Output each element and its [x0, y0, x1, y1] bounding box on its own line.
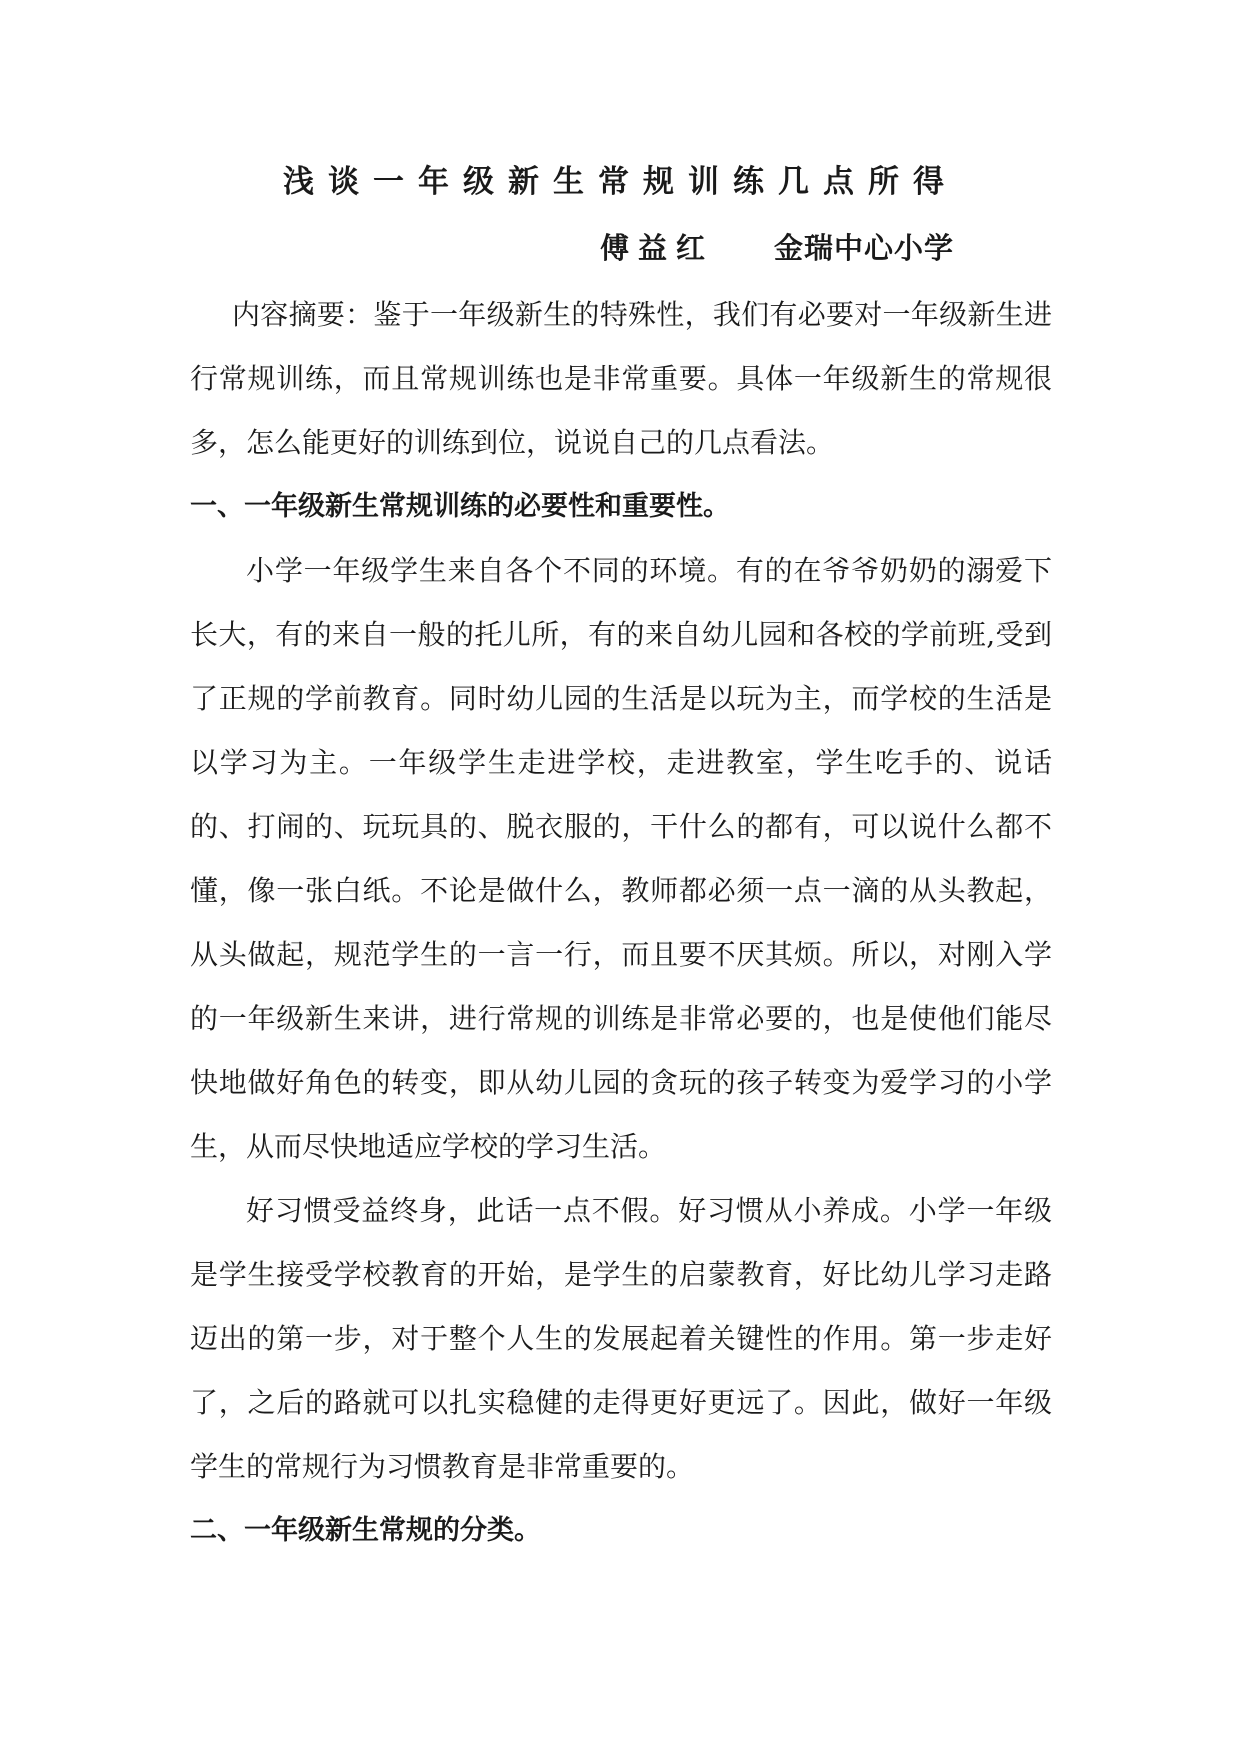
author-line [600, 226, 954, 270]
section-heading-1: 一、一年级新生常规训练的必要性和重要性。 [190, 491, 730, 522]
author-name: 傅益红 [600, 231, 715, 265]
body-paragraph: 好习惯受益终身，此话一点不假。好习惯从小养成。小学一年级是学生接受学校教育的开始，是学生的启蒙教育，好比幼儿学习走路迈出的第一步，对于整个人生的发展起着关键性的作用。第一步走好了，之后的路就可以扎实稳健的走得更好更远了。因此，做好一年级学生的常规行为习惯教育是非常重要的。 [190, 1194, 1052, 1483]
school-name: 金瑞中心小学 [774, 231, 955, 265]
section-heading-2: 二、一年级新生常规的分类。 [190, 1515, 541, 1546]
document-body [190, 283, 1052, 1563]
document-title: 浅谈一年级新生常规训练几点所得 [283, 164, 958, 200]
abstract-paragraph: 内容摘要：鉴于一年级新生的特殊性，我们有必要对一年级新生进行常规训练，而且常规训练也是非常重要。具体一年级新生的常规很多，怎么能更好的训练到位，说说自己的几点看法。 [190, 298, 1052, 459]
body-paragraph: 小学一年级学生来自各个不同的环境。有的在爷爷奶奶的溺爱下长大，有的来自一般的托儿所，有的来自幼儿园和各校的学前班,受到了正规的学前教育。同时幼儿园的生活是以玩为主，而学校的生活是以学习为主。一年级学生走进学校，走进教室，学生吃手的、说话的、打闹的、玩玩具的、脱衣服的，干什么的都有，可以说什么都不懂，像一张白纸。不论是做什么，教师都必须一点一滴的从头教起，从头做起，规范学生的一言一行，而且要不厌其烦。所以，对刚入学的一年级新生来讲，进行常规的训练是非常必要的，也是使他们能尽快地做好角色的转变，即从幼儿园的贪玩的孩子转变为爱学习的小学生，从而尽快地适应学校的学习生活。 [190, 554, 1052, 1163]
